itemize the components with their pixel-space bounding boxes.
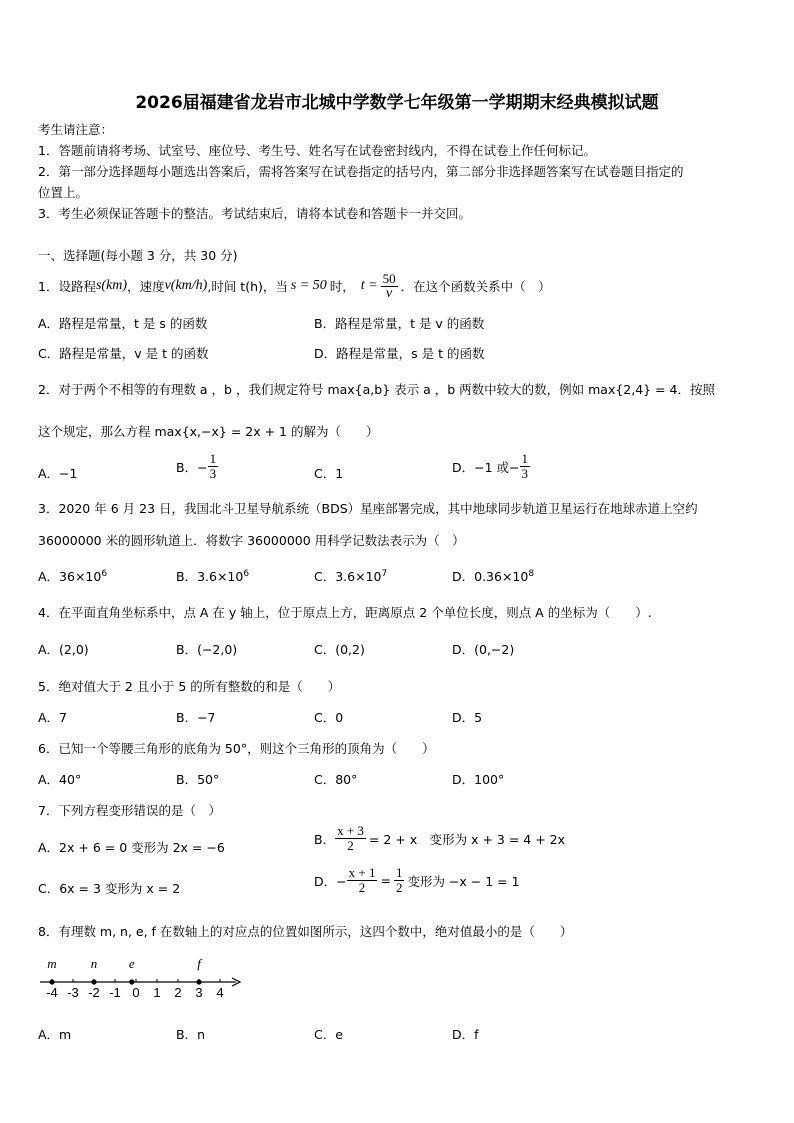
question-8-option-d[interactable]: D．f [452, 1027, 479, 1042]
number-line-point-n [91, 979, 96, 984]
question-1-option-a[interactable]: A．路程是常量，t 是 s 的函数 [38, 316, 208, 331]
question-4-stem: 4．在平面直角坐标系中，点 A 在 y 轴上，位于原点上方，距离原点 2 个单位长度，则点 A 的坐标为（ ）. [38, 605, 652, 620]
number-line-tick-label: 3 [195, 985, 203, 1000]
question-3-option-b[interactable]: B．$3.6\times 10^6$ [176, 568, 250, 584]
number-line-point-f [196, 979, 201, 984]
section-heading: 一、选择题(每小题 3 分，共 30 分) [38, 248, 238, 263]
question-5-option-a[interactable]: A．7 [38, 710, 68, 725]
number-line-tick-label: 1 [153, 985, 161, 1000]
question-8-option-a[interactable]: A．m [38, 1027, 72, 1042]
question-1-option-c[interactable]: C．路程是常量，v 是 t 的函数 [38, 346, 209, 361]
question-5-option-d[interactable]: D．5 [452, 710, 483, 725]
question-6-option-c[interactable]: C．80° [314, 772, 358, 787]
question-5-option-b[interactable]: B．−7 [176, 710, 216, 725]
question-5-option-c[interactable]: C．0 [314, 710, 344, 725]
question-2-option-d[interactable]: D．−1 或− $\frac{1}{3}$ [452, 451, 528, 481]
question-4-option-c[interactable]: C．(0,2) [314, 642, 365, 657]
question-2-option-a[interactable]: A．−1 [38, 466, 78, 481]
question-4-option-b[interactable]: B．(−2,0) [176, 642, 238, 657]
question-7-option-b[interactable]: B． $\frac{x + 3}{2}$ = 2 + x 变形为 x + 3 = 4 + 2x [314, 823, 566, 853]
question-8-option-c[interactable]: C．e [314, 1027, 343, 1042]
notice-item-2: 2．第一部分选择题每小题选出答案后，需将答案写在试卷指定的括号内，第二部分非选择题答案写在试卷题目指定的 [38, 164, 684, 179]
question-4-option-d[interactable]: D．(0,−2) [452, 642, 515, 657]
question-5-stem: 5．绝对值大于 2 且小于 5 的所有整数的和是（ ） [38, 679, 341, 694]
question-7-option-d[interactable]: D．− $\frac{x + 1}{2}$ = $\frac{1}{2}$ 变形为 −x − 1 = 1 [314, 865, 520, 895]
question-2-stem-line1: 2．对于两个不相等的有理数 a ，b ，我们规定符号 max{a,b} 表示 a ，b 两数中较大的数，例如 max{2,4} = 4．按照 [38, 382, 716, 397]
number-line-tick-label: -4 [46, 985, 58, 1000]
number-line-point-e [129, 979, 134, 984]
number-line-tick-label: 0 [132, 985, 140, 1000]
notice-item-2-cont: 位置上。 [38, 185, 89, 200]
number-line-point-label-m: m [47, 956, 57, 971]
notice-item-3: 3．考生必须保证答题卡的整洁。考试结束后，请将本试卷和答题卡一并交回。 [38, 206, 471, 221]
number-line-tick-label: -1 [109, 985, 121, 1000]
page-title: 2026届福建省龙岩市北城中学数学七年级第一学期期末经典模拟试题 [135, 93, 659, 113]
question-6-option-a[interactable]: A．40° [38, 772, 82, 787]
question-6-option-b[interactable]: B．50° [176, 772, 220, 787]
question-1-option-b[interactable]: B．路程是常量，t 是 v 的函数 [314, 316, 485, 331]
question-6-option-d[interactable]: D．100° [452, 772, 505, 787]
question-7-option-a[interactable]: A．2x + 6 = 0 变形为 2x = −6 [38, 840, 225, 855]
question-4-option-a[interactable]: A．(2,0) [38, 642, 89, 657]
question-3-option-c[interactable]: C．$3.6\times 10^7$ [314, 568, 388, 584]
question-3-option-d[interactable]: D．$0.36\times 10^8$ [452, 568, 535, 584]
number-line-tick-label: 4 [216, 985, 224, 1000]
question-1-option-d[interactable]: D．路程是常量，s 是 t 的函数 [314, 346, 485, 361]
notice-item-1: 1．答题前请将考场、试室号、座位号、考生号、姓名写在试卷密封线内，不得在试卷上作任何标记。 [38, 143, 596, 158]
question-3-stem-line1: 3．2020 年 6 月 23 日，我国北斗卫星导航系统（BDS）星座部署完成，其中地球同步轨道卫星运行在地球赤道上空约 [38, 501, 698, 516]
question-2-option-b[interactable]: B．− $\frac{1}{3}$ [176, 451, 217, 481]
question-6-stem: 6．已知一个等腰三角形的底角为 50°，则这个三角形的顶角为（ ） [38, 741, 435, 756]
question-7-stem: 7．下列方程变形错误的是（ ） [38, 803, 221, 818]
question-2-option-c[interactable]: C．1 [314, 466, 344, 481]
number-line-tick-label: -3 [67, 985, 79, 1000]
question-3-option-a[interactable]: A．$36\times 10^6$ [38, 568, 108, 584]
question-8-stem: 8．有理数 m, n, e, f 在数轴上的对应点的位置如图所示，这四个数中，绝对值最小的是（ ） [38, 924, 573, 939]
notice-heading: 考生请注意： [38, 122, 114, 137]
number-line-point-label-n: n [90, 956, 98, 971]
number-line-point-m [49, 979, 54, 984]
question-7-option-c[interactable]: C．6x = 3 变形为 x = 2 [38, 881, 181, 896]
question-2-stem-line2: 这个规定，那么方程 max{x,−x} = 2x + 1 的解为（ ） [38, 424, 379, 439]
number-line-point-label-e: e [128, 956, 135, 971]
question-3-stem-line2: 36000000 米的圆形轨道上．将数字 36000000 用科学记数法表示为（ ） [38, 533, 465, 548]
question-8-option-b[interactable]: B．n [176, 1027, 205, 1042]
number-line-diagram [36, 952, 256, 1002]
number-line-tick-label: -2 [88, 985, 100, 1000]
number-line-tick-label: 2 [174, 985, 182, 1000]
question-1-stem: 1．设路程 s(km) ，速度 v(km/h) ,时间 t(h)，当 s = 50 时， t = $\frac{50}{v}$ ．在这个函数关系中（ ） [38, 270, 551, 301]
number-line-point-label-f: f [197, 956, 201, 971]
